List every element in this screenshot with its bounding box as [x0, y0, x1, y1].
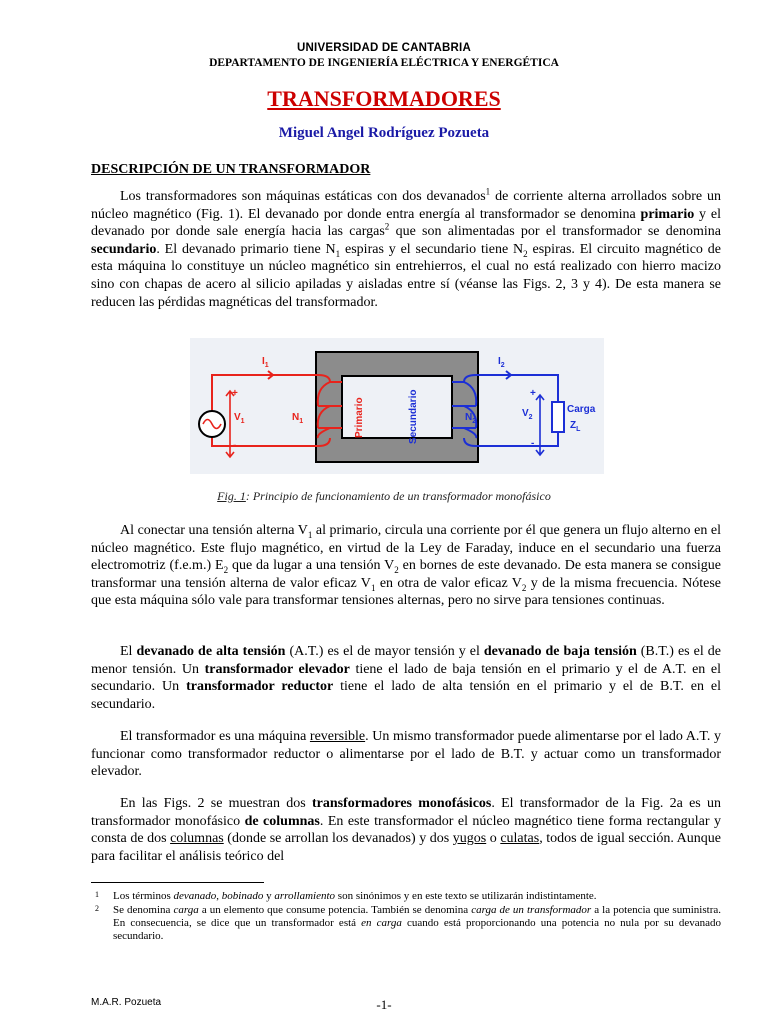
label-n2: $N_2$: [465, 412, 477, 425]
paragraph-3: El devanado de alta tensión (A.T.) es el de mayor tensión y el devanado de baja tensión (B.T.) es el de menor tensión. Un transformador elevador tiene el lado de baja tensión en el primario y el de A.T. en el secundario. Un transformador reductor tiene el lado de alta tensión en el primario y el de B.T. en el secundario.: [91, 644, 721, 712]
footnote-separator: [91, 882, 264, 883]
label-minus-primary: -: [233, 440, 237, 451]
figure-caption: Fig. 1: Principio de funcionamiento de un transformador monofásico: [217, 489, 551, 503]
section-title: DESCRIPCIÓN DE UN TRANSFORMADOR: [91, 162, 371, 177]
footnote-2: 2 Se denomina carga a un elemento que consume potencia. También se denomina carga de un transformador a la potencia que suministra. En consecuencia, se dice que un transformador está en carga cuando está proporcionando una potencia no nula por su devanado secundario.: [95, 904, 721, 943]
label-zl: $Z_L$: [570, 420, 581, 433]
label-secundario: Secundario: [408, 389, 419, 444]
author-name: Miguel Angel Rodríguez Pozueta: [278, 125, 490, 141]
paragraph-5: En las Figs. 2 se muestran dos transformadores monofásicos. El transformador de la Fig. 2a es un transformador monofásico de columnas. En este transformador el núcleo magnético tiene forma rectangular y consta de dos columnas (donde se arrollan los devanados) y dos yugos o culatas, todos de igual sección. Aunque para facilitar el análisis teórico del: [91, 796, 722, 864]
label-plus-primary: +: [232, 388, 238, 399]
page-number: -1-: [376, 997, 392, 1012]
department-header: DEPARTAMENTO DE INGENIERÍA ELÉCTRICA Y ENERGÉTICA: [209, 57, 559, 69]
label-v2: $V_2$: [522, 408, 533, 421]
footer-author: M.A.R. Pozueta: [91, 997, 162, 1008]
label-carga: Carga: [567, 404, 596, 415]
label-i1: $I_1$: [262, 356, 269, 369]
label-plus-secondary: +: [530, 388, 536, 399]
label-primario: Primario: [354, 397, 365, 438]
footnote-1: 1 Los términos devanado, bobinado y arrollamiento son sinónimos y en este texto se utilizarán indistintamente.: [95, 890, 597, 902]
label-minus-secondary: -: [531, 438, 535, 449]
paragraph-4: El transformador es una máquina reversible. Un mismo transformador puede alimentarse por el lado A.T. y funcionar como transformador reductor o alimentarse por el lado de B.T. y actuar como un transformador elevador.: [91, 729, 722, 780]
paragraph-1: Los transformadores son máquinas estáticas con dos devanados$^1$ de corriente alterna arrollados sobre un núcleo magnético (Fig. 1). El devanado por donde entra energía al transformador se denomina primario y el devanado por donde sale energía hacia las cargas$^2$ que son alimentadas por el transformador se denomina secundario. El devanado primario tiene $N_1$ espiras y el secundario tiene $N_2$ espiras. El circuito magnético de esta máquina lo constituye un núcleo magnético sin entrehierros, el cual no está realizado con hierro macizo sino con chapas de acero al silicio apiladas y aisladas entre sí (véanse las Figs. 2, 3 y 4). De esta manera se reducen las pérdidas magnéticas del transformador.: [91, 186, 721, 310]
document-title: TRANSFORMADORES: [267, 86, 501, 111]
label-v1: $V_1$: [234, 412, 245, 425]
label-i2: $I_2$: [498, 356, 505, 369]
footnote-ref-1[interactable]: 1: [485, 186, 491, 197]
transformer-diagram: [190, 338, 604, 474]
label-n1: $N_1$: [292, 412, 304, 425]
paragraph-2: Al conectar una tensión alterna $V_1$ al primario, circula una corriente por él que genera un flujo alterno en el núcleo magnético. Este flujo magnético, en virtud de la Ley de Faraday, induce en el secundario una fuerza electromotriz (f.e.m.) $E_2$ que da lugar a una tensión $V_2$ en bornes de este devanado. De esta manera se consigue transformar una tensión alterna de valor eficaz $V_1$ en otra de valor eficaz $V_2$ y de la misma frecuencia. Nótese que esta máquina sólo vale para transformar tensiones alternas, pero no sirve para tensiones continuas.: [91, 523, 721, 609]
load-resistor-icon: [552, 402, 564, 432]
university-header: UNIVERSIDAD DE CANTABRIA: [297, 42, 471, 54]
footnote-ref-2[interactable]: 2: [384, 221, 390, 232]
